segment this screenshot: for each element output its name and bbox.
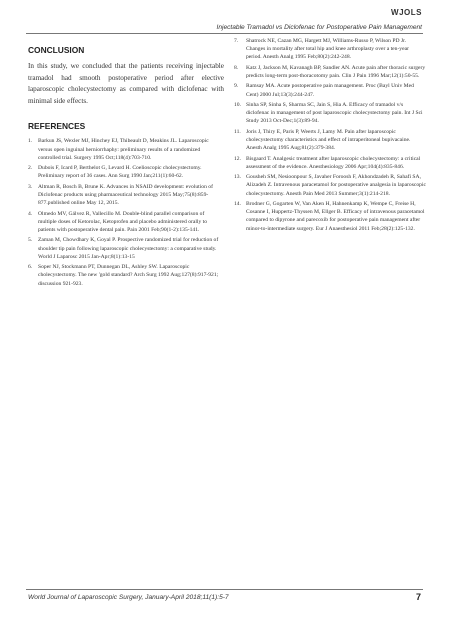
running-title: Injectable Tramadol vs Diclofenac for Postoperative Pain Management [216,24,422,31]
reference-list-right [234,37,426,233]
reference-number: 13. [234,174,241,181]
right-column [234,37,426,235]
journal-tag: WJOLS [391,8,422,17]
reference-item [234,173,426,198]
reference-text: Soper NJ, Stockmann PT, Dunnegan DL, Ashley SW. Laparoscopic cholecystectomy. The new 'gold standard? Arch Surg 1992 Aug;127(8):917-921; discussion 921-923. [38,264,219,287]
reference-number: 4. [28,210,33,217]
reference-item [234,155,426,171]
reference-number: 10. [234,101,241,108]
reference-text: Brodner G, Gogarten W, Van Aken H, Hahnenkamp K, Wempe C, Freise H, Cosanne I, Huppertz-Thyssen M, Ellger B. Efficacy of intravenous paracetamol compared to dipyrone and parecoxib for postoperative pain management after minor-to-intermediate surgery. Eur J Anaesthesiol 2011 Feb;28(2):125-132. [246,200,425,232]
reference-text: Shatrock NE, Cazan MG, Hargett MJ, Williams-Russo P, Wilson PD Jr. Changes in mortality after total hip and knee arthroplasty over a ten-year period. Anesth Analg 1995 Feb;80(2):242-248. [246,38,409,61]
reference-number: 8. [234,64,239,71]
reference-item [234,200,426,233]
reference-text: Katz J, Jackson M, Kavanagh BP, Sandler AN. Acute pain after thoracic surgery predicts long-term post-thoracotomy pain. Clin J Pain 1996 Mar;12(1):50-55. [246,64,426,79]
left-column [28,37,224,290]
reference-item [28,210,224,235]
reference-item [28,164,224,180]
reference-text: Ramsay MA. Acute postoperative pain management. Proc (Bayl Univ Med Cent) 2000 Jul;13(3):244-247. [246,83,414,98]
reference-item [234,37,426,62]
reference-number: 11. [234,128,241,135]
reference-number: 1. [28,138,33,145]
reference-text: Olmedo MV, Gálvez R, Vallecillo M. Double-blind parallel comparison of multiple doses of Ketorolac, Ketoprofen and placebo administered orally to patients with postoperative dental pain. Pain 2001 Feb;90(1-2):135-141. [38,210,208,233]
reference-number: 14. [234,200,241,207]
reference-text: Dubois F, Icard P, Berthelot G, Levard H. Coelioscopic cholecystectomy. Preliminary report of 36 cases. Ann Surg 1990 Jan;211(1):60-62. [38,165,202,180]
reference-item [234,82,426,98]
reference-item [234,128,426,153]
reference-number: 2. [28,165,33,172]
footer-rule [26,589,423,590]
reference-text: Barkun JS, Wexler MJ, Hinchey EJ, Thibeault D, Meakins JL. Laparoscopic versus open inguinal herniorrhaphy: preliminary results of a randomized controlled trial. Surgery 1995 Oct;118(4):703-710. [38,138,209,161]
reference-item [28,263,224,288]
reference-list-left [28,137,224,287]
reference-item [28,183,224,208]
page-number: 7 [415,592,421,602]
reference-number: 9. [234,83,239,90]
reference-item [28,137,224,162]
reference-item [234,101,426,126]
reference-text: Joris J, Thiry E, Paris P, Weerts J, Lamy M. Pain after laparoscopic cholecystectomy characteristics and effect of intraperitoneal bupivacaine. Anesth Analg 1995 Aug;81(2):379-384. [246,128,411,152]
reference-text: Altman R, Bosch B, Brune K. Advances in NSAID development: evolution of Diclofenac products using pharmaceutical technology 2015 May;75(8):859-877.published online May 12, 2015. [38,183,213,207]
reference-text: Sinha SP, Sinha S, Sharma SC, Jain S, Hia A. Efficacy of tramadol v/s diclofenac in management of post laparoscopic cholecystectomy pain. Int J Sci Study 2013 Oct-Dec;1(3):89-94. [246,101,423,125]
conclusion-heading: CONCLUSION [28,45,85,55]
reference-text: Bisgaard T. Analgesic treatment after laparoscopic cholecystectomy: a critical assessment of the evidence. Anesthesiology 2006 Apr;104(4):835-846. [246,155,421,170]
conclusion-body: In this study, we concluded that the patients receiving injectable tramadol had smooth postoperative period after elective laparoscopic cholecystectomy as compared with diclofenac with minimal side effects. [28,62,224,105]
header-rule [26,33,423,34]
reference-item [28,236,224,261]
reference-number: 12. [234,155,241,162]
reference-text: Gousheh SM, Nesioonpour S, Javaher Foroosh F, Akhondzadeh R, Sahafi SA, Alizadeh Z. Intravenous paracetamol for postoperative analgesia in laparoscopic cholecystectomy. Anesth Pain Med 2013 Summer;3(1):214-218. [246,174,427,197]
reference-number: 7. [234,38,239,44]
reference-text: Zaman M, Chowdhary K, Goyal P. Prospective randomized trial for reduction of shoulder tip pain following laparoscopic cholecystectomy: a comparative study. World J Laparosc 2015 Jan-Apr;8(1):13-15 [38,237,219,260]
reference-item [234,64,426,80]
footer-citation: World Journal of Laparoscopic Surgery, January-April 2018;11(1):5-7 [28,594,229,601]
reference-number: 5. [28,237,33,244]
reference-number: 3. [28,183,33,190]
references-heading: REFERENCES [28,121,86,132]
reference-number: 6. [28,264,33,271]
